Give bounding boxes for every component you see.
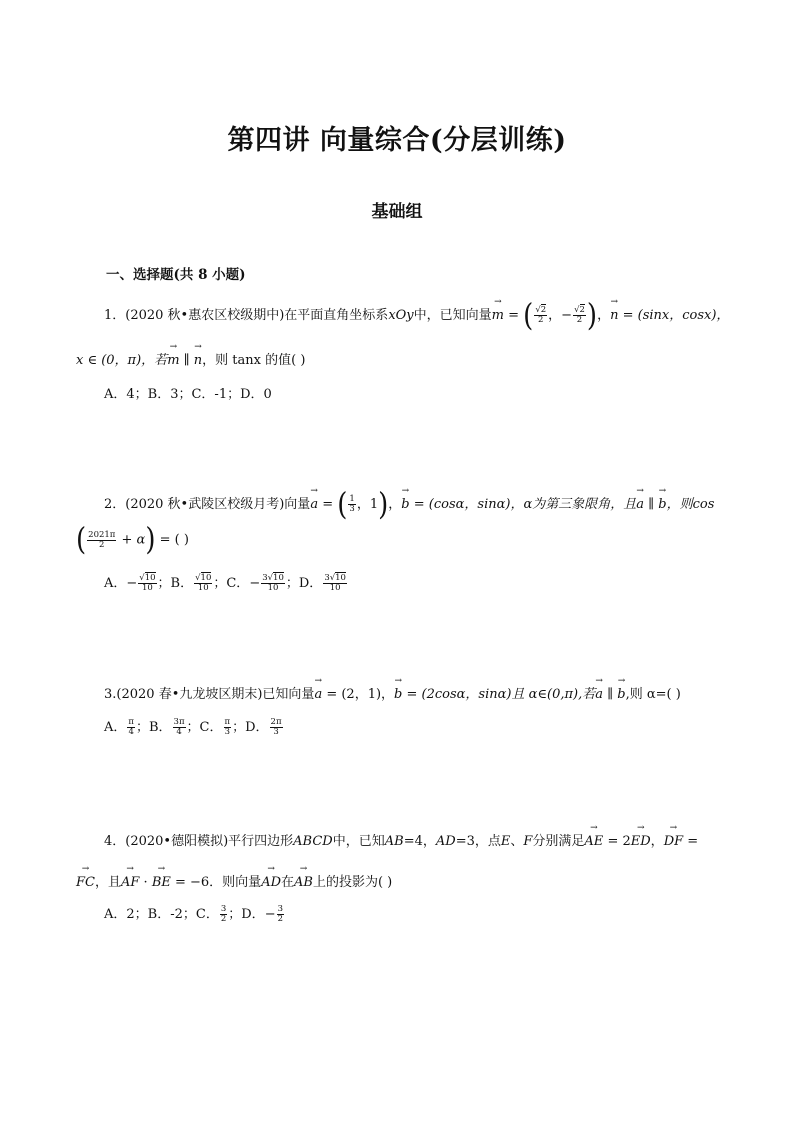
question-4-choices: A．2；B．-2；C． $\frac{3}{2}$ ；D．− $\frac{3}{2}$ <box>104 904 284 924</box>
question-4-line-1: 4．(2020•德阳模拟)平行四边形ABCD中，已知AB=4，AD=3，点E、F分别满足 → AE = 2 → ED， → DF = <box>104 823 699 849</box>
question-1-line-1: 1．(2020 秋•惠农区校级期中)在平面直角坐标系xOy中，已知向量 → m = ( $\frac{√2}{2}$ ，− $\frac{√2}{2}$ )， → n = (sinx，cosx)， <box>104 297 730 334</box>
question-2-line-2: ( $\frac{2021\pi}{2}$ + α) = ( ) <box>76 522 189 558</box>
question-2-choices: A．− $\frac{√10}{10}$ ；B． $\frac{√10}{10}$ ；C．− $\frac{3√10}{10}$ ；D． $\frac{3√10}{10}$ <box>104 573 346 593</box>
question-3-choices: A． $\frac{\pi}{4}$ ；B． $\frac{3\pi}{4}$ ；C． $\frac{\pi}{3}$ ；D． $\frac{2\pi}{3}$ <box>104 717 282 737</box>
question-4-line-2: → FC，且 → AF · → BE = −6．则向量 → AD在 → AB上的投影为( ) <box>76 864 393 890</box>
question-3-line-1: 3.(2020 春•九龙坡区期末)已知向量 → a = (2，1)， → b = (2cosα，sinα)且 α∈(0,π),若 → a ∥ → b,则 α=( ) <box>104 676 681 702</box>
section-subtitle: 基础组 <box>371 202 423 222</box>
page-title: 第四讲 向量综合(分层训练) <box>227 125 567 156</box>
question-2-line-1: 2．(2020 秋•武陵区校级月考)向量 → a = ( $\frac{1}{3}$ ，1)， → b = (cosα，sinα)，α为第三象限角，且 → a ∥ → b，则cos <box>104 486 715 523</box>
question-1-line-2: x ∈ (0，π)，若 → m ∥ → n，则 tanx 的值( ) <box>76 342 306 368</box>
section-heading: 一、选择题(共 8 小题) <box>106 267 246 283</box>
question-1-choices: A．4；B．3；C．-1；D．0 <box>104 387 272 402</box>
